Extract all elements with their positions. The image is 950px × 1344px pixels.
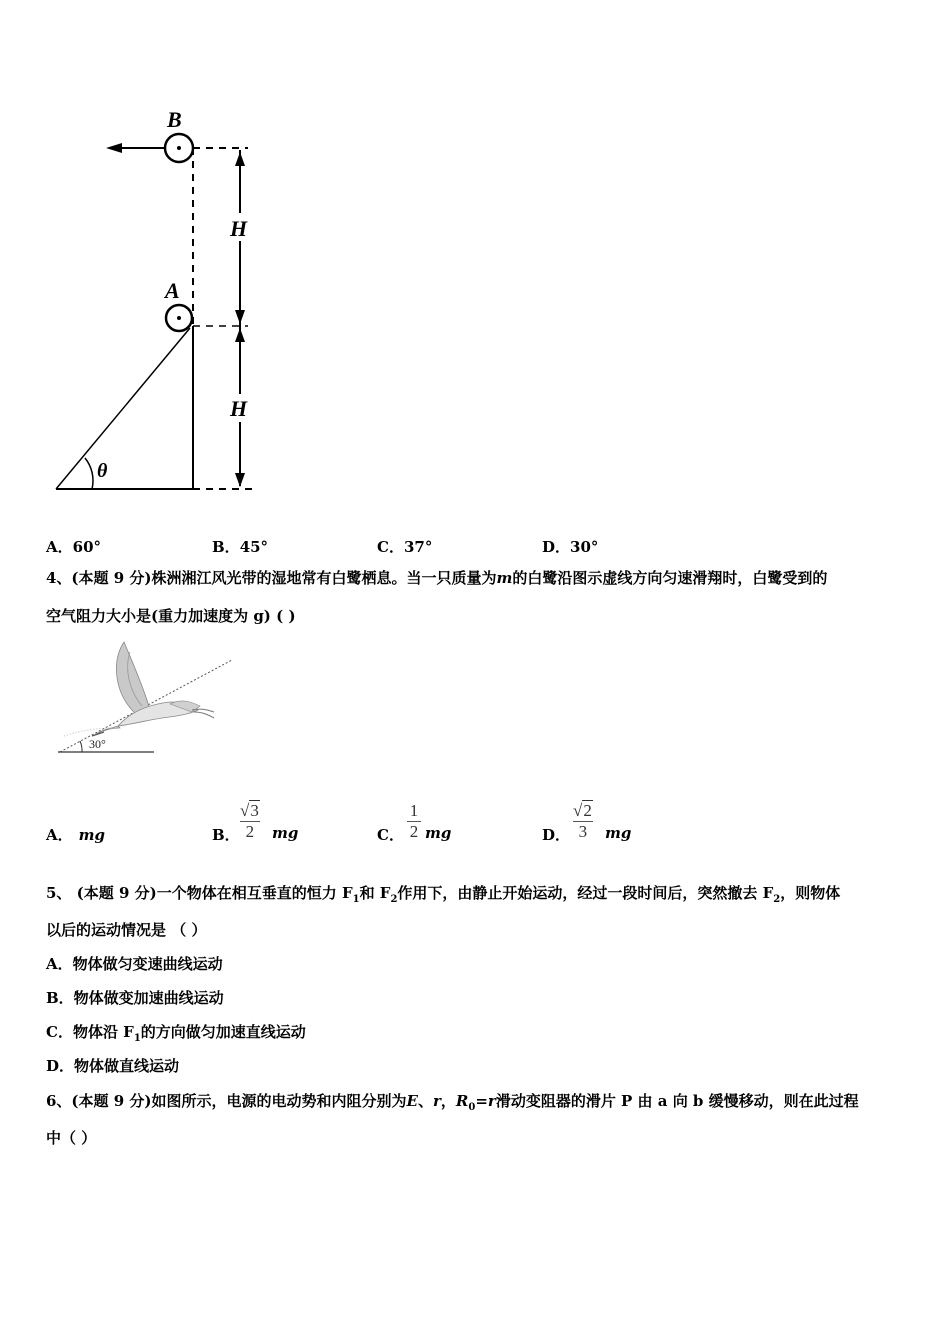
q5-line2: 以后的运动情况是 （ ） — [46, 921, 207, 939]
angle-arc — [85, 458, 93, 489]
angle-arc — [80, 741, 82, 752]
q6-line1: 6、(本题 9 分)如图所示，电源的电动势和内阻分别为E、r，$R_0=r$滑动变阻器的滑片 P 由 a 向 b 缓慢移动，则在此过程 — [46, 1092, 859, 1113]
q4-option-d-fraction: √2 3 — [573, 801, 592, 841]
q4-option-b-fraction: √3 2 — [240, 801, 259, 841]
q6-line2: 中（ ） — [46, 1129, 97, 1147]
q4-option-d-expr: mg — [605, 824, 632, 842]
q4-figure — [52, 640, 237, 760]
angle-label: 30° — [89, 737, 106, 751]
q4-option-b-expr: mg — [272, 824, 299, 842]
q5-option-d: D．物体做直线运动 — [46, 1057, 180, 1075]
label-theta: θ — [97, 460, 108, 482]
q3-option-d: D．30° — [542, 538, 599, 556]
label-a: A — [165, 278, 180, 303]
q5-option-b: B．物体做变加速曲线运动 — [46, 989, 224, 1007]
q4-option-a: A． mg — [46, 826, 106, 844]
q3-figure — [40, 100, 270, 500]
q4-line2: 空气阻力大小是(重力加速度为 g) ( ) — [46, 607, 296, 625]
q4-option-d: D． — [542, 826, 571, 844]
label-h-bottom: H — [230, 396, 248, 421]
label-b: B — [167, 107, 182, 132]
q5-option-c: C．物体沿 $F_1$的方向做匀加速直线运动 — [46, 1023, 306, 1044]
q4-option-c-fraction: 1 2 — [407, 802, 421, 841]
label-h-top: H — [230, 216, 248, 241]
egret-icon — [64, 642, 214, 736]
q3-option-c: C．37° — [377, 538, 433, 556]
q4-option-b: B． — [212, 826, 240, 844]
q5-option-a: A．物体做匀变速曲线运动 — [46, 955, 223, 973]
q4-line1: 4、(本题 9 分)株洲湘江风光带的湿地常有白鹭栖息。当一只质量为m的白鹭沿图示虚线方向匀速滑翔时，白鹭受到的 — [46, 569, 828, 587]
velocity-arrowhead — [106, 143, 122, 153]
q4-option-c: C． — [377, 826, 404, 844]
q5-line1: 5、 (本题 9 分)一个物体在相互垂直的恒力 $F_1$和 $F_2$作用下，由静止开始运动，经过一段时间后，突然撤去 $F_2$，则物体 — [46, 884, 841, 905]
q3-option-a: A．60° — [46, 538, 102, 556]
q4-option-c-expr: mg — [425, 824, 452, 842]
incline — [56, 328, 190, 489]
q3-option-b: B．45° — [212, 538, 269, 556]
